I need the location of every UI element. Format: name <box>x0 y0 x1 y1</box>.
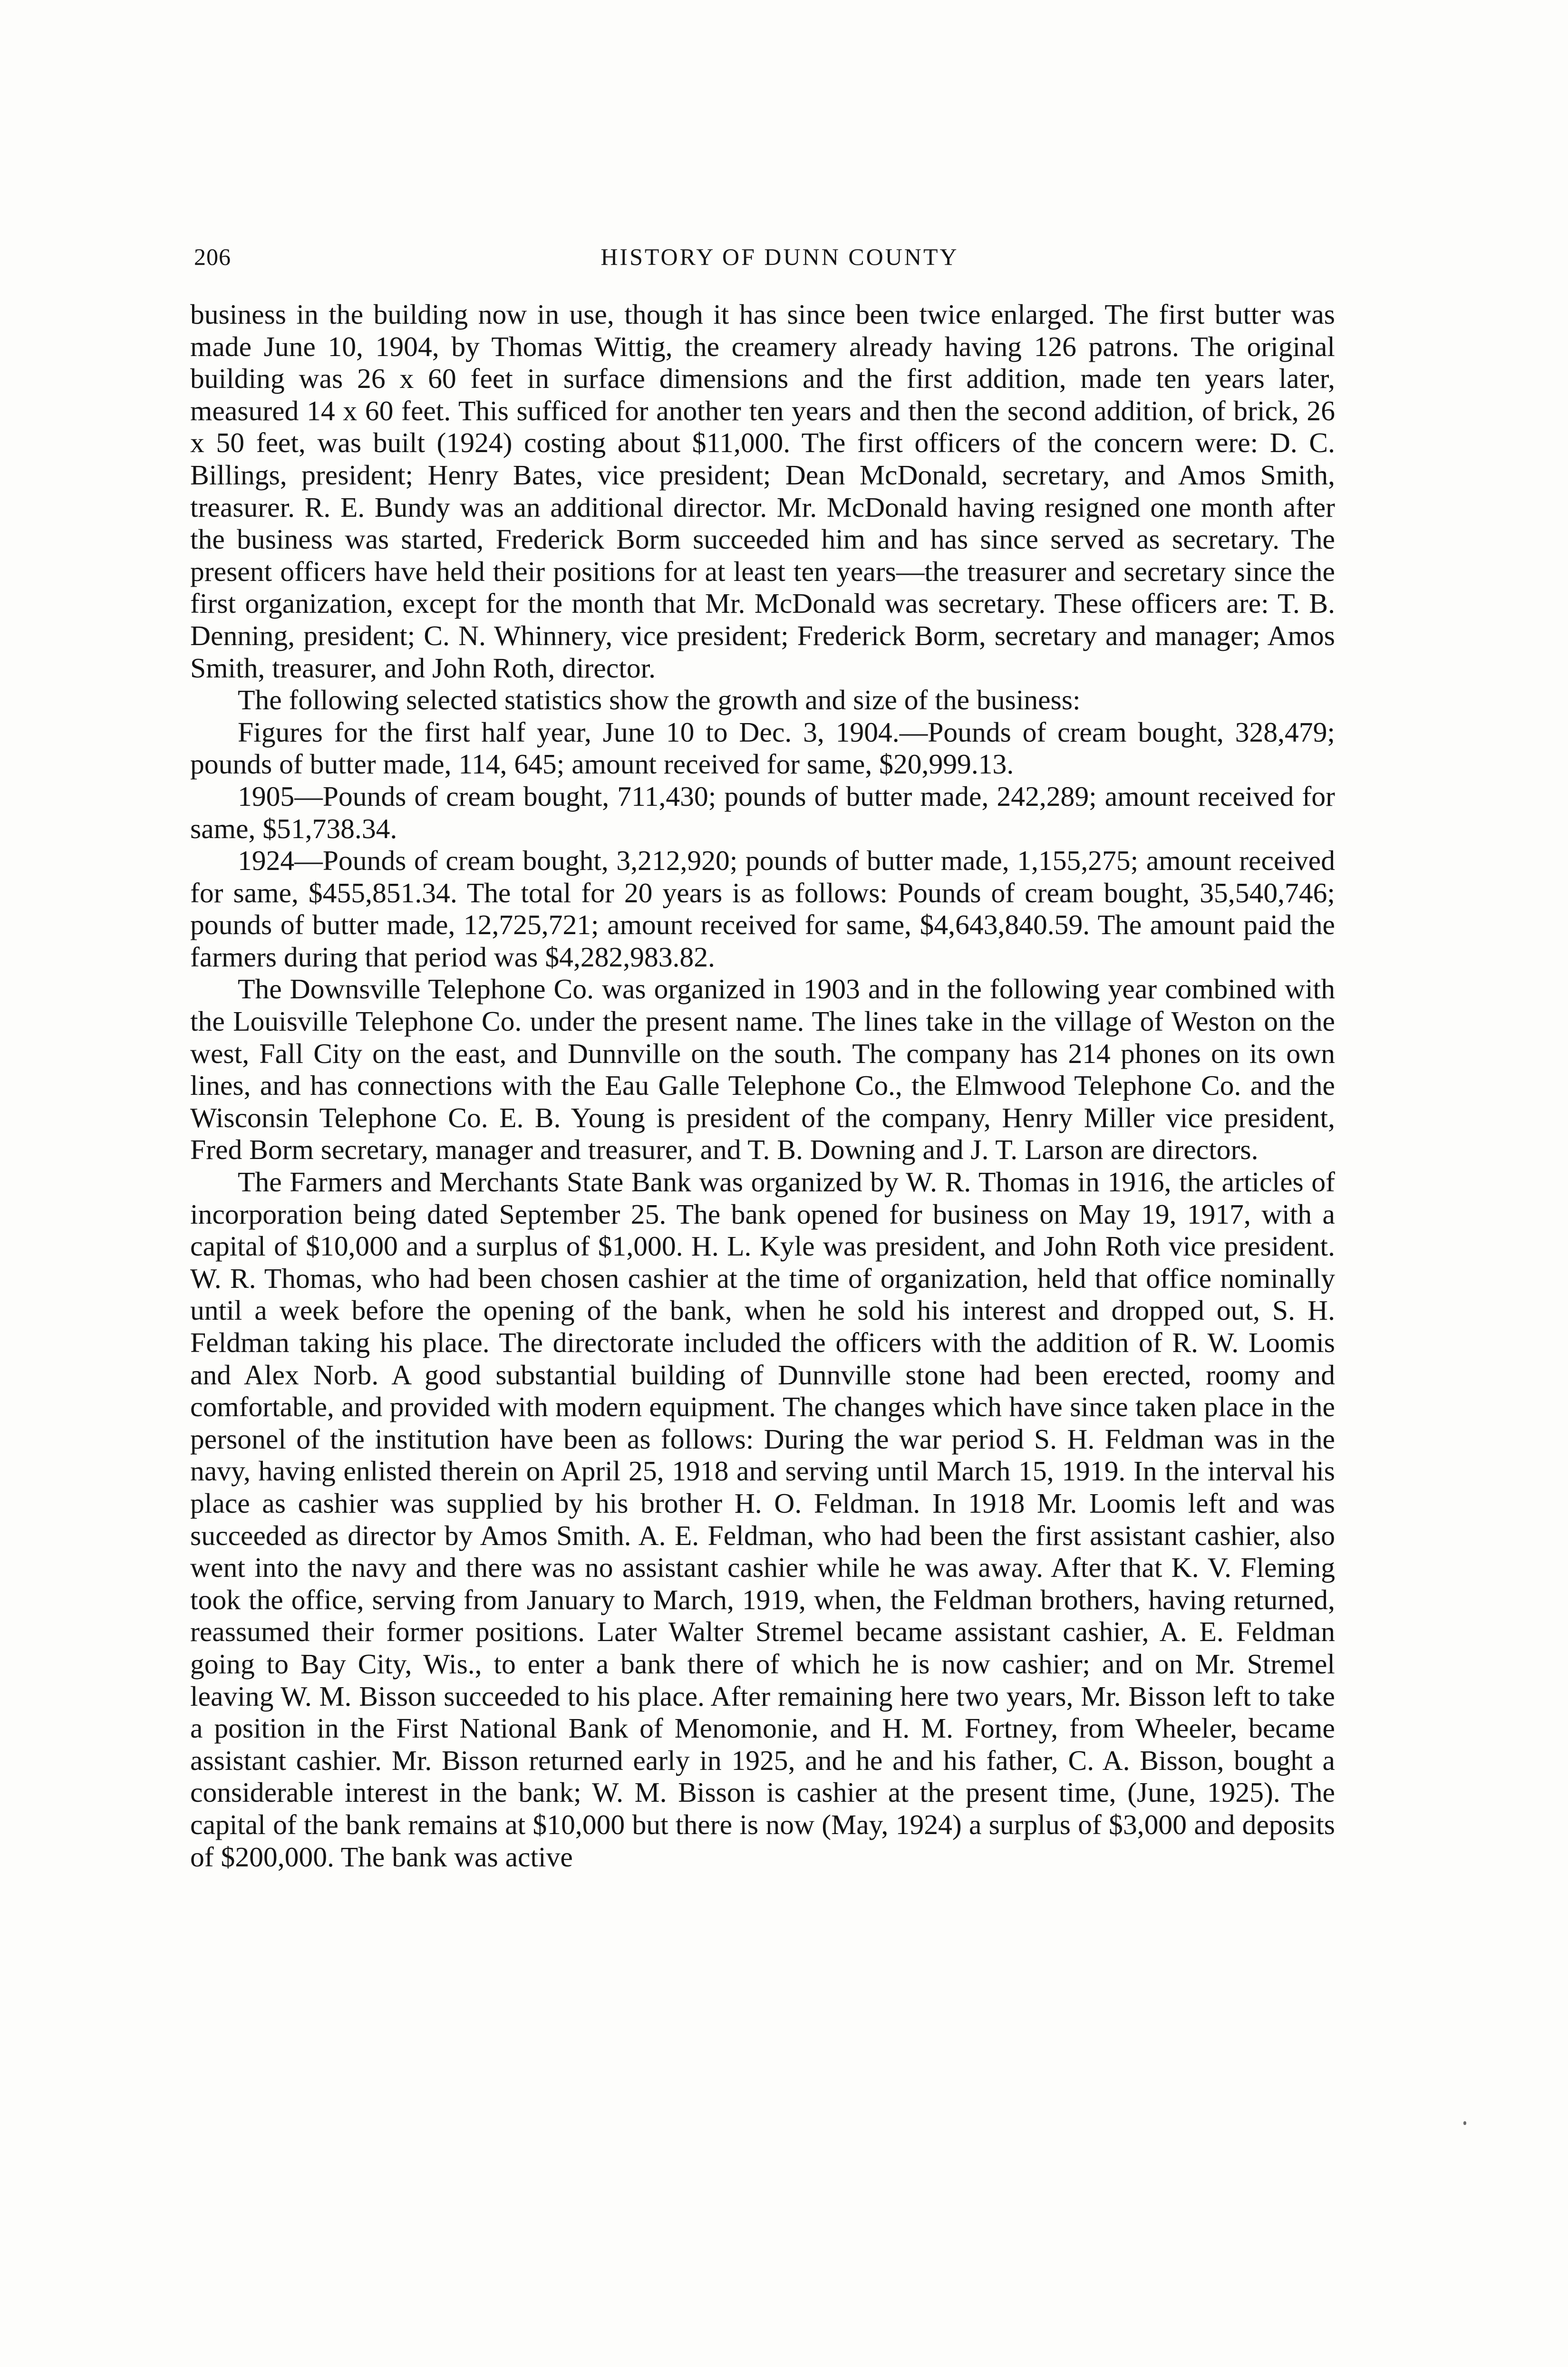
paragraph-statistics-1905: 1905—Pounds of cream bought, 711,430; pounds of butter made, 242,289; amount received for same, $51,738.34. <box>190 780 1335 844</box>
paragraph-telephone-company: The Downsville Telephone Co. was organized in 1903 and in the following year combined with the Louisville Telephone Co. under the present name. The lines take in the village of Weston on the west, Fall City on the east, and Dunnville on the south. The company has 214 phones on its own lines, and has connections with the Eau Galle Telephone Co., the Elmwood Telephone Co. and the Wisconsin Telephone Co. E. B. Young is president of the company, Henry Miller vice president, Fred Borm secretary, manager and treasurer, and T. B. Downing and J. T. Larson are directors. <box>190 973 1335 1166</box>
paragraph-state-bank: The Farmers and Merchants State Bank was organized by W. R. Thomas in 1916, the articles of incorporation being dated September 25. The bank opened for business on May 19, 1917, with a capital of $10,000 and a surplus of $1,000. H. L. Kyle was president, and John Roth vice president. W. R. Thomas, who had been chosen cashier at the time of organization, held that office nominally until a week before the opening of the bank, when he sold his interest and dropped out, S. H. Feldman taking his place. The directorate included the officers with the addition of R. W. Loomis and Alex Norb. A good substantial building of Dunnville stone had been erected, roomy and comfortable, and provided with modern equipment. The changes which have since taken place in the personel of the institution have been as follows: During the war period S. H. Feldman was in the navy, having enlisted therein on April 25, 1918 and serving until March 15, 1919. In the interval his place as cashier was supplied by his brother H. O. Feldman. In 1918 Mr. Loomis left and was succeeded as director by Amos Smith. A. E. Feldman, who had been the first assistant cashier, also went into the navy and there was no assistant cashier while he was away. After that K. V. Fleming took the office, serving from January to March, 1919, when, the Feldman brothers, having returned, reassumed their former positions. Later Walter Stremel became assistant cashier, A. E. Feldman going to Bay City, Wis., to enter a bank there of which he is now cashier; and on Mr. Stremel leaving W. M. Bisson succeeded to his place. After remaining here two years, Mr. Bisson left to take a position in the First National Bank of Menomonie, and H. M. Fortney, from Wheeler, became assistant cashier. Mr. Bisson returned early in 1925, and he and his father, C. A. Bisson, bought a considerable interest in the bank; W. M. Bisson is cashier at the present time, (June, 1925). The capital of the bank remains at $10,000 but there is now (May, 1924) a surplus of $3,000 and deposits of $200,000. The bank was active <box>190 1166 1335 1873</box>
running-title: HISTORY OF DUNN COUNTY <box>600 243 959 270</box>
paragraph-statistics-1924: 1924—Pounds of cream bought, 3,212,920; pounds of butter made, 1,155,275; amount received for same, $455,851.34. The total for 20 years is as follows: Pounds of cream bought, 35,540,746; pounds of butter made, 12,725,721; amount received for same, $4,643,840.59. The amount paid the farmers during that period was $4,282,983.82. <box>190 845 1335 973</box>
stray-ink-mark <box>1463 2121 1466 2125</box>
paragraph-creamery-continued: business in the building now in use, though it has since been twice enlarged. The first butter was made June 10, 1904, by Thomas Wittig, the creamery already having 126 patrons. The original building was 26 x 60 feet in surface dimensions and the first addition, made ten years later, measured 14 x 60 feet. This sufficed for another ten years and then the second addition, of brick, 26 x 50 feet, was built (1924) costing about $11,000. The first officers of the concern were: D. C. Billings, president; Henry Bates, vice president; Dean McDonald, secretary, and Amos Smith, treasurer. R. E. Bundy was an additional director. Mr. McDonald having resigned one month after the business was started, Frederick Borm succeeded him and has since served as secretary. The present officers have held their positions for at least ten years—the treasurer and secretary since the first organization, except for the month that Mr. McDonald was secretary. These officers are: T. B. Denning, president; C. N. Whinnery, vice president; Frederick Borm, secretary and manager; Amos Smith, treasurer, and John Roth, director. <box>190 299 1335 684</box>
page-number: 206 <box>194 243 231 270</box>
paragraph-statistics-intro: The following selected statistics show the growth and size of the business: <box>238 684 1081 716</box>
running-header <box>194 240 1365 273</box>
paragraph-statistics-1904: Figures for the first half year, June 10 to Dec. 3, 1904.—Pounds of cream bought, 328,479; pounds of butter made, 114, 645; amount received for same, $20,999.13. <box>190 716 1335 780</box>
body-text <box>190 299 1335 1873</box>
